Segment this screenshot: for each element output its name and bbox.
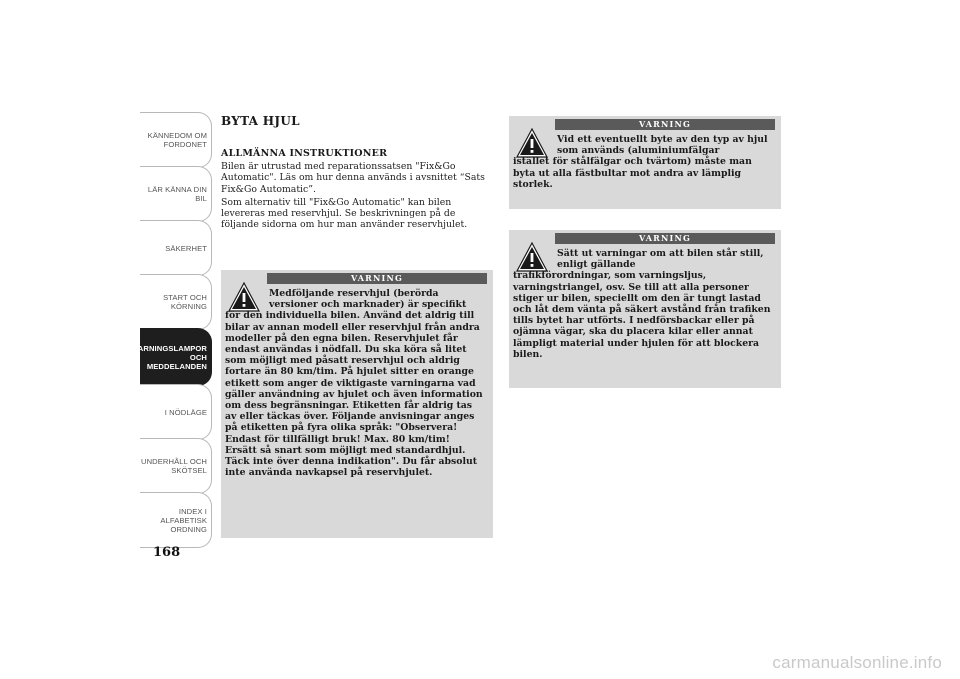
- tab-lar-kanna-din-bil[interactable]: [140, 166, 212, 222]
- warning-text: [513, 134, 777, 190]
- tab-label: KÄNNEDOM OM FORDONET: [147, 131, 207, 149]
- warning-text: [225, 288, 489, 478]
- main-text-column: [221, 112, 493, 231]
- paragraph: Bilen är utrustad med reparationssatsen "Fix&Go Automatic". Läs om hur denna används i avsnittet “Sats Fix&Go Automatic”.: [221, 161, 485, 195]
- paragraph: Som alternativ till "Fix&Go Automatic" kan bilen levereras med reservhjul. Se beskrivningen på de följande sidorna om hur man använder reservhjulet.: [221, 196, 468, 231]
- tab-index-i-alfabetisk-ordning[interactable]: [140, 492, 212, 548]
- tab-varningslampor-och-meddelanden[interactable]: [133, 328, 212, 386]
- tab-i-nodlage[interactable]: [140, 384, 212, 440]
- tab-label: UNDERHÅLL OCH SKÖTSEL: [141, 457, 207, 475]
- watermark: carmanualsonline.info: [772, 653, 942, 672]
- tab-sakerhet[interactable]: [140, 220, 212, 276]
- section-title: BYTA HJUL: [221, 114, 300, 128]
- warning-lead: Vid ett eventuellt byte av den typ av hjul som används (aluminiumfälgar: [557, 134, 768, 157]
- tab-underhall-och-skotsel[interactable]: [140, 438, 212, 494]
- warning-box: [221, 270, 493, 538]
- warning-lead: Sätt ut varningar om att bilen står still, enligt gällande: [557, 248, 764, 271]
- tab-label: VARNINGSLAMPOR OCH MEDDELANDEN: [133, 343, 207, 371]
- warning-header: VARNING: [555, 233, 775, 244]
- warning-box: [509, 116, 781, 209]
- tab-label: LÄR KÄNNA DIN BIL: [147, 185, 207, 203]
- tab-start-och-korning[interactable]: [140, 274, 212, 330]
- warning-header: VARNING: [555, 119, 775, 130]
- tab-kannedom-om-fordonet[interactable]: [140, 112, 212, 168]
- warning-body: istället för stålfälgar och tvärtom) måste man byta ut alla fästbultar mot andra av lämplig storlek.: [513, 156, 752, 190]
- page-number: 168: [153, 545, 181, 560]
- warning-body: trafikförordningar, som varningsljus, varningstriangel, osv. Se till att alla personer stiger ur bilen, speciellt om den är tungt lastad och låt dem vänta på säkert avstånd från trafiken tills bytet har utförts. I nedförsbackar eller på ojämna vägar, ska du placera kilar eller annat lämpligt material under hjulen för att blockera bilen.: [513, 270, 771, 360]
- warning-body: för den individuella bilen. Använd det aldrig till bilar av annan modell eller reservhjul från andra modeller på den egna bilen. Reservhjulet får endast användas i nödfall. Du ska köra så litet som möjligt med påsatt reservhjul och aldrig fortare än 80 km/tim. På hjulet sitter en orange etikett som anger de viktigaste varningarna vad gäller användning av hjulet och även information om dess begränsningar. Etiketten får aldrig tas av eller täckas över. Följande anvisningar anges på etiketten på fyra olika språk: "Observera! Endast för tillfälligt bruk! Max. 80 km/tim! Ersätt så snart som möjligt med standardhjul. Täck inte över denna indikation". Du får absolut inte använda navkapsel på reservhjulet.: [225, 310, 483, 479]
- tab-label: SÄKERHET: [165, 243, 207, 253]
- warning-text: [513, 248, 777, 360]
- warning-header: VARNING: [267, 273, 487, 284]
- warning-lead: Medföljande reservhjul (berörda versioner och marknader) är specifikt: [269, 288, 467, 311]
- subsection-title: ALLMÄNNA INSTRUKTIONER: [221, 148, 388, 159]
- tab-label: START OCH KÖRNING: [163, 293, 207, 311]
- warning-box: [509, 230, 781, 388]
- tab-label: INDEX I ALFABETISK ORDNING: [160, 506, 207, 534]
- tab-label: I NÖDLÄGE: [164, 407, 207, 417]
